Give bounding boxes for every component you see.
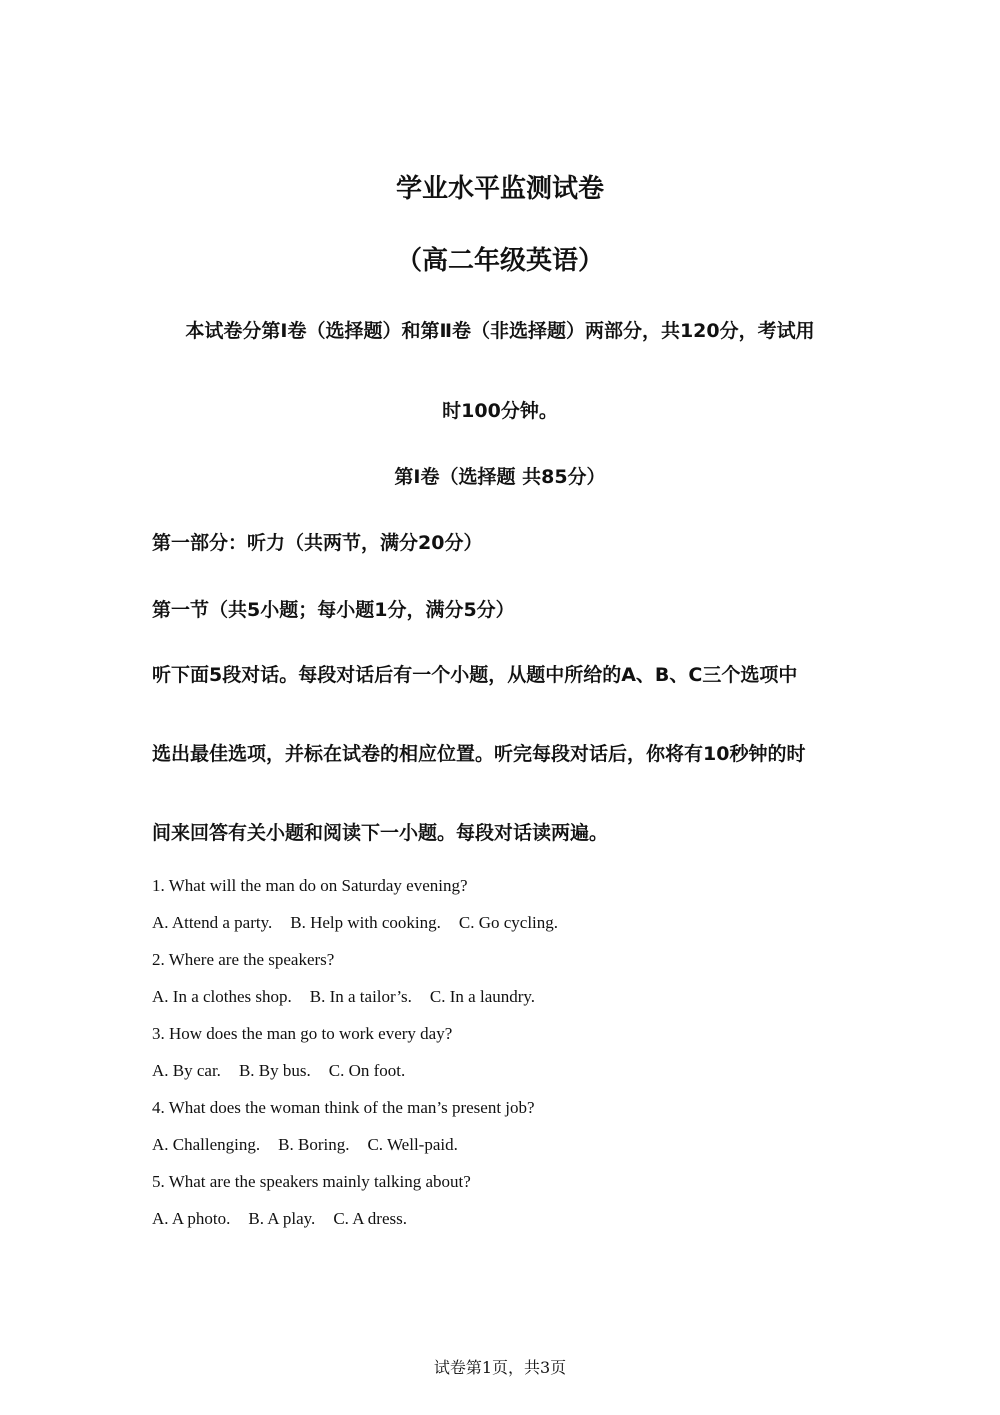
question-list (152, 872, 576, 1242)
option-c: C. In a laundry. (429, 987, 536, 1006)
exam-intro-line-1: 本试卷分第Ⅰ卷（选择题）和第Ⅱ卷（非选择题）两部分，共120分，考试用 (185, 320, 815, 342)
section-heading: 第一节（共5小题；每小题1分，满分5分） (152, 599, 515, 621)
question-options (152, 1205, 576, 1242)
listening-instructions (152, 636, 852, 873)
exam-title: 学业水平监测试卷 (395, 174, 604, 204)
option-c: C. Go cycling. (458, 913, 559, 932)
option-c: C. A dress. (333, 1209, 407, 1228)
option-b: B. Boring. (278, 1135, 350, 1154)
option-b: B. Help with cooking. (290, 913, 441, 932)
question-options (152, 1057, 576, 1094)
question-stem: 4. What does the woman think of the man’s present job? (152, 1098, 535, 1117)
option-b: B. By bus. (238, 1061, 311, 1080)
option-c: C. Well-paid. (367, 1135, 458, 1154)
question-stem: 3. How does the man go to work every day? (152, 1024, 453, 1043)
instruction-line: 听下面5段对话。每段对话后有一个小题，从题中所给的A、B、C三个选项中 (152, 664, 798, 686)
question-options (152, 1131, 576, 1168)
question-stem: 1. What will the man do on Saturday evening? (152, 876, 468, 895)
option-a: A. In a clothes shop. (152, 987, 292, 1006)
question-options (152, 909, 576, 946)
exam-subtitle: （高二年级英语） (395, 246, 604, 276)
instruction-line: 间来回答有关小题和阅读下一小题。每段对话读两遍。 (152, 822, 609, 844)
exam-intro-line-2: 时100分钟。 (442, 400, 558, 422)
question-options (152, 983, 576, 1020)
option-a: A. Challenging. (152, 1135, 261, 1154)
option-a: A. Attend a party. (152, 913, 273, 932)
part-heading: 第一部分：听力（共两节，满分20分） (152, 532, 483, 554)
question-stem: 5. What are the speakers mainly talking about? (152, 1172, 471, 1191)
option-a: A. A photo. (152, 1209, 231, 1228)
question-stem: 2. Where are the speakers? (152, 950, 335, 969)
option-c: C. On foot. (328, 1061, 406, 1080)
volume-heading: 第Ⅰ卷（选择题 共85分） (394, 466, 606, 488)
instruction-line: 选出最佳选项，并标在试卷的相应位置。听完每段对话后，你将有10秒钟的时 (152, 743, 806, 765)
option-a: A. By car. (152, 1061, 221, 1080)
option-b: B. In a tailor’s. (309, 987, 412, 1006)
page-footer: 试卷第1页，共3页 (433, 1358, 567, 1377)
option-b: B. A play. (248, 1209, 316, 1228)
